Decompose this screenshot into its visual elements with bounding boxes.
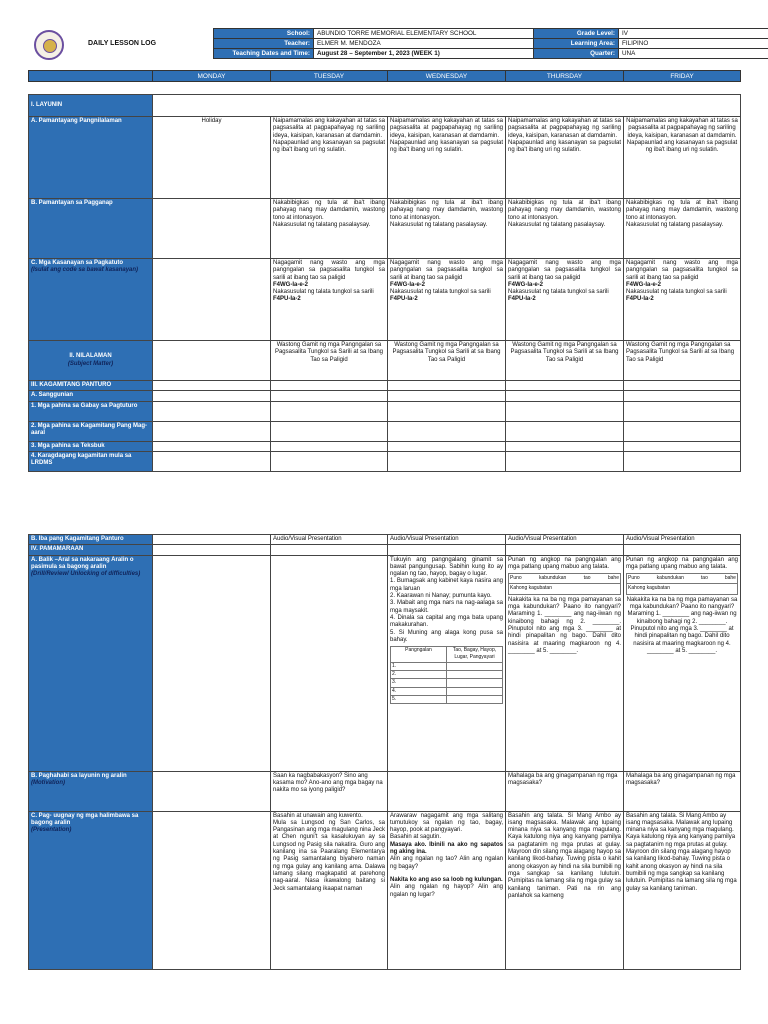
school-value: ABUNDIO TORRE MEMORIAL ELEMENTARY SCHOOL xyxy=(314,29,534,39)
row-gabay: 1. Mga pahina sa Gabay sa Pagtuturo xyxy=(29,401,153,421)
wed-av: Audio/Visual Presentation xyxy=(388,535,506,545)
fri-pg: Nakabibigkas ng tula at iba't ibang pahayag nang may damdamin, wastong tono at intonasyon. Nakasusulat ng talatang pasalaysay. xyxy=(624,199,741,259)
wed-item-4: 4. Dinala sa capital ang mga bata upang makakurahan. xyxy=(390,614,503,629)
row-pag-uugnay: C. Pag- uugnay ng mga halimbawa sa bagong aralin (Presentation) xyxy=(29,811,153,969)
grade-value: IV xyxy=(619,29,768,39)
fri-balik-aral: Punan ng angkop na pangngalan ang mga patlang upang mabuo ang talata. Puno kabundukan tao bahe Kahong kagubatan Nakakita ka na ba ng mga pamayanan sa mga kabundukan? Paano ito nangyari? Maraming 1. ________ ang nag-iiwan ng kinaibong bahagi ng 2. ________. Pinuputol nito ang mga 3. ________ at hindi pinapalitan ng bago. Dahil dito nasisira at maaring magkaroon ng 4. ________ at 5. ________. xyxy=(624,555,741,771)
wed-nilalaman: Wastong Gamit ng mga Pangngalan sa Pagsasalita Tungkol sa Sarili at sa Ibang Tao sa Paligid xyxy=(388,341,506,381)
day-friday: FRIDAY xyxy=(624,71,741,82)
thu-pp: Naipamamalas ang kakayahan at tatas sa pagsasalita at pagpapahayag ng sariling ideya, kaisipan, karanasan at damdamin. Napapaunlad ang kasanayan sa pagsulat ng iba't ibang uri ng sulatin. xyxy=(506,117,624,199)
thu-presentation: Basahin ang talata. Si Mang Ambo ay isang magsasaka. Malawak ang lupaing minana niya sa kanyang mga magulang. Kaya katulong niya ang kanyang pamilya sa pagtatanim ng mga prutas at gulay. Mayroon din silang mga alagang hayop sa kanilang likod-bahay. Tuwing pista o kahit anong okasyon ay hindi na sila bumibili ng mga sangkap sa kanilang lulutuin. Pumipitas na lamang sila ng mga gulay sa kanilang taniman. Pati na rin ang panlahok sa karneng xyxy=(506,811,624,969)
wed-balik-aral: Tukuyin ang pangngalang ginamit sa bawat pangungusap. Sabihin kung ito ay ngalan ng tao, hayop, bagay o lugar. 1. Bumagsak ang kabinet kaya nasira ang mga laruan 2. Kaarawan ni Nanay; pumunta kayo. 3. Mabait ang mga nars na nag-aalaga sa mga maysakit. 4. Dinala sa capital ang mga bata upang makakurahan. 5. Si Muning ang alaga kong pusa sa bahay. Pangngalan Tao, Bagay, Hayop, Lugar, Pangyayari 1. 2. 3. 4. 5. xyxy=(388,555,506,771)
wed-presentation: Arawaraw nagagamit ang mga salitang tumutukoy sa ngalan ng tao, bagay, hayop, pook at pangyayari. Basahin at sagutin. Masaya ako. Ibinili na ako ng sapatos ng aking ina. Alin ang ngalan ng tao? Alin ang ngalan ng bagay? Nakita ko ang aso sa loob ng kulungan. Alin ang ngalan ng hayop? Alin ang ngalan ng lugar? xyxy=(388,811,506,969)
thu-ks: Nagagamit nang wasto ang mga pangngalan sa pagsasalita tungkol sa sarili at ibang tao sa paligid F4WG-Ia-e-2 Nakasusulat ng talata tungkol sa sarili F4PU-Ia-2 xyxy=(506,259,624,341)
row-pamamaraan: IV. PAMAMARAAN xyxy=(29,545,153,555)
fri-av: Audio/Visual Presentation xyxy=(624,535,741,545)
document-title: DAILY LESSON LOG xyxy=(88,40,157,47)
page-one xyxy=(0,0,768,490)
lesson-table-page-one xyxy=(28,94,741,472)
quarter-value: UNA xyxy=(619,49,768,59)
fri-presentation: Basahin ang talata. Si Mang Ambo ay isang magsasaka. Malawak ang lupaing minana niya sa kanyang mga magulang. Kaya katulong niya ang kanyang pamilya sa pagtatanim ng mga prutas at gulay. Mayroon din silang mga alagang hayop sa kanilang likod-bahay. Tuwing pista o kahit anong okasyon ay hindi na sila bumibili ng mga sangkap sa kanilang lulutuin. Pumipitas na lamang sila ng mga gulay sa kanilang taniman. xyxy=(624,811,741,969)
lesson-header xyxy=(28,28,740,62)
teacher-value: ELMER M. MENDOZA xyxy=(314,39,534,49)
fri-pp: Naipamamalas ang kakayahan at tatas sa pagsasalita at pagpapahayag ng sariling ideya, kaisipan, karanasan at damdamin. Napapaunlad ang kasanayan sa pagsulat ng iba't ibang uri ng sulatin. xyxy=(624,117,741,199)
school-label: School: xyxy=(214,29,314,39)
thu-pg: Nakabibigkas ng tula at iba't ibang pahayag nang may damdamin, wastong tono at intonasyon. Nakasusulat ng talatang pasalaysay. xyxy=(506,199,624,259)
tue-pp: Naipamamalas ang kakayahan at tatas sa pagsasalita at pagpapahayag ng sariling ideya, kaisipan, karanasan at damdamin. Napapaunlad ang kasanayan sa pagsulat ng iba't ibang uri ng sulatin. xyxy=(271,117,388,199)
layunin-blank xyxy=(153,95,741,117)
mon-ks xyxy=(153,259,271,341)
wed-item-5: 5. Si Muning ang alaga kong pusa sa bahay. xyxy=(390,629,503,643)
area-value: FILIPINO xyxy=(619,39,768,49)
row-kagamitan: III. KAGAMITANG PANTURO xyxy=(29,381,153,391)
mon-pg xyxy=(153,199,271,259)
mon-nilalaman xyxy=(153,341,271,381)
tue-ks: Nagagamit nang wasto ang mga pangngalan sa pagsasalita tungkol sa sarili at ibang tao sa paligid F4WG-Ia-e-2 Nakasusulat ng talata tungkol sa sarili F4PU-Ia-2 xyxy=(271,259,388,341)
lesson-table-page-two xyxy=(28,534,741,970)
teacher-label: Teacher: xyxy=(214,39,314,49)
row-paghahabi: B. Paghahabi sa layunin ng aralin (Motivation) xyxy=(29,771,153,811)
tue-presentation: Basahin at unawain ang kuwento. Mula sa Lungsod ng San Carlos, sa Pangasinan ang mga magulang nina Jeck at Chen nguni't sa kasalukuyan ay sa Lungsod ng Pasig sila nakatira. Guro ang kanilang ina sa Paaralang Elementarya ng Pasig samantalang biyahero naman ng mga gulay ang kanilang ama. Dalawa lamang silang magkapatid at parehong nag-aaral. Nasa ikawalong baitang si Jeck samantalang ikaapat naman xyxy=(271,811,388,969)
wed-pg: Nakabibigkas ng tula at iba't ibang pahayag nang may damdamin, wastong tono at intonasyon. Nakasusulat ng talatang pasalaysay. xyxy=(388,199,506,259)
answer-table: Pangngalan Tao, Bagay, Hayop, Lugar, Pangyayari 1. 2. 3. 4. 5. xyxy=(390,646,503,704)
page-two xyxy=(0,528,768,1024)
day-wednesday: WEDNESDAY xyxy=(388,71,506,82)
day-tuesday: TUESDAY xyxy=(271,71,388,82)
deped-seal-icon xyxy=(34,30,64,60)
row-pamantayan-pagganap: B. Pamantayan sa Pagganap xyxy=(29,199,153,259)
thu-av: Audio/Visual Presentation xyxy=(506,535,624,545)
row-kagamitang-mag-aaral: 2. Mga pahina sa Kagamitang Pang Mag-aaral xyxy=(29,421,153,441)
row-iba-pang-kagamitan: B. Iba pang Kagamitang Panturo xyxy=(29,535,153,545)
grade-label: Grade Level: xyxy=(534,29,619,39)
tue-nilalaman: Wastong Gamit ng mga Pangngalan sa Pagsasalita Tungkol sa Sarili at sa Ibang Tao sa Paligid xyxy=(271,341,388,381)
wed-item-3: 3. Mabait ang mga nars na nag-aalaga sa mga maysakit. xyxy=(390,600,503,614)
wed-item-1: 1. Bumagsak ang kabinet kaya nasira ang mga laruan xyxy=(390,578,503,592)
row-balik-aral: A. Balik –Aral sa nakaraang Aralin o pasimula sa bagong aralin (Drill/Review/ Unlocking of difficulties) xyxy=(29,555,153,771)
tue-motivation: Saan ka nagbabakasyon? Sino ang kasama mo? Ano-ano ang mga bagay na nakita mo sa iyong paligid? xyxy=(271,771,388,811)
quarter-label: Quarter: xyxy=(534,49,619,59)
row-sanggunian: A. Sanggunian xyxy=(29,391,153,401)
wed-item-2: 2. Kaarawan ni Nanay; pumunta kayo. xyxy=(390,593,492,600)
section-layunin: I. LAYUNIN xyxy=(29,95,153,117)
fri-nilalaman: Wastong Gamit ng mga Pangngalan sa Pagsasalita Tungkol sa Sarili at sa Ibang Tao sa Paligid xyxy=(624,341,741,381)
dates-label: Teaching Dates and Time: xyxy=(214,49,314,59)
area-label: Learning Area: xyxy=(534,39,619,49)
row-teksbuk: 3. Mga pahina sa Teksbuk xyxy=(29,441,153,451)
row-nilalaman: II. NILALAMAN (Subject Matter) xyxy=(29,341,153,381)
header-info-table xyxy=(213,28,768,59)
fri-motivation: Mahalaga ba ang ginagampanan ng mga magsasaka? xyxy=(624,771,741,811)
dates-value: August 28 – September 1, 2023 (WEEK 1) xyxy=(314,49,534,59)
row-kasanayan: C. Mga Kasanayan sa Pagkatuto (Isulat ang code sa bawat kasanayan) xyxy=(29,259,153,341)
word-box: Puno kabundukan tao bahe xyxy=(508,573,621,584)
day-header-row xyxy=(28,70,741,82)
row-lrdms: 4. Karagdagang kagamitan mula sa LRDMS xyxy=(29,451,153,471)
monday-holiday: Holiday xyxy=(153,117,271,199)
tue-pg: Nakabibigkas ng tula at iba't ibang pahayag nang may damdamin, wastong tono at intonasyon. Nakasusulat ng talatang pasalaysay. xyxy=(271,199,388,259)
day-thursday: THURSDAY xyxy=(506,71,624,82)
day-monday: MONDAY xyxy=(153,71,271,82)
tue-av: Audio/Visual Presentation xyxy=(271,535,388,545)
thu-nilalaman: Wastong Gamit ng mga Pangngalan sa Pagsasalita Tungkol sa Sarili at sa Ibang Tao sa Paligid xyxy=(506,341,624,381)
thu-motivation: Mahalaga ba ang ginagampanan ng mga magsasaka? xyxy=(506,771,624,811)
wed-ks: Nagagamit nang wasto ang mga pangngalan sa pagsasalita tungkol sa sarili at ibang tao sa paligid F4WG-Ia-e-2 Nakasusulat ng talata tungkol sa sarili F4PU-Ia-2 xyxy=(388,259,506,341)
row-pamantayang-pangnilalaman: A. Pamantayang Pangnilalaman xyxy=(29,117,153,199)
page-gap xyxy=(0,490,768,528)
blank-day-cell xyxy=(29,71,153,82)
fri-ks: Nagagamit nang wasto ang mga pangngalan sa pagsasalita tungkol sa sarili at ibang tao sa paligid F4WG-Ia-e-2 Nakasusulat ng talata tungkol sa sarili F4PU-Ia-2 xyxy=(624,259,741,341)
word-box-fri: Puno kabundukan tao bahe xyxy=(626,573,738,584)
wed-pp: Naipamamalas ang kakayahan at tatas sa pagsasalita at pagpapahayag ng sariling ideya, kaisipan, karanasan at damdamin. Napapaunlad ang kasanayan sa pagsulat ng iba't ibang uri ng sulatin. xyxy=(388,117,506,199)
thu-balik-aral: Punan ng angkop na pangngalan ang mga patlang upang mabuo ang talata. Puno kabundukan tao bahe Kahong kagubatan Nakakita ka na ba ng mga pamayanan sa mga kabundukan? Paano ito nangyari? Maraming 1. ________ ang nag-iiwan ng kinaibong bahagi ng 2. ________. Pinuputol nito ang mga 3. ________ at hindi pinapalitan ng bago. Dahil dito nasisira at maaring magkaroon ng 4. ________ at 5. ________. xyxy=(506,555,624,771)
